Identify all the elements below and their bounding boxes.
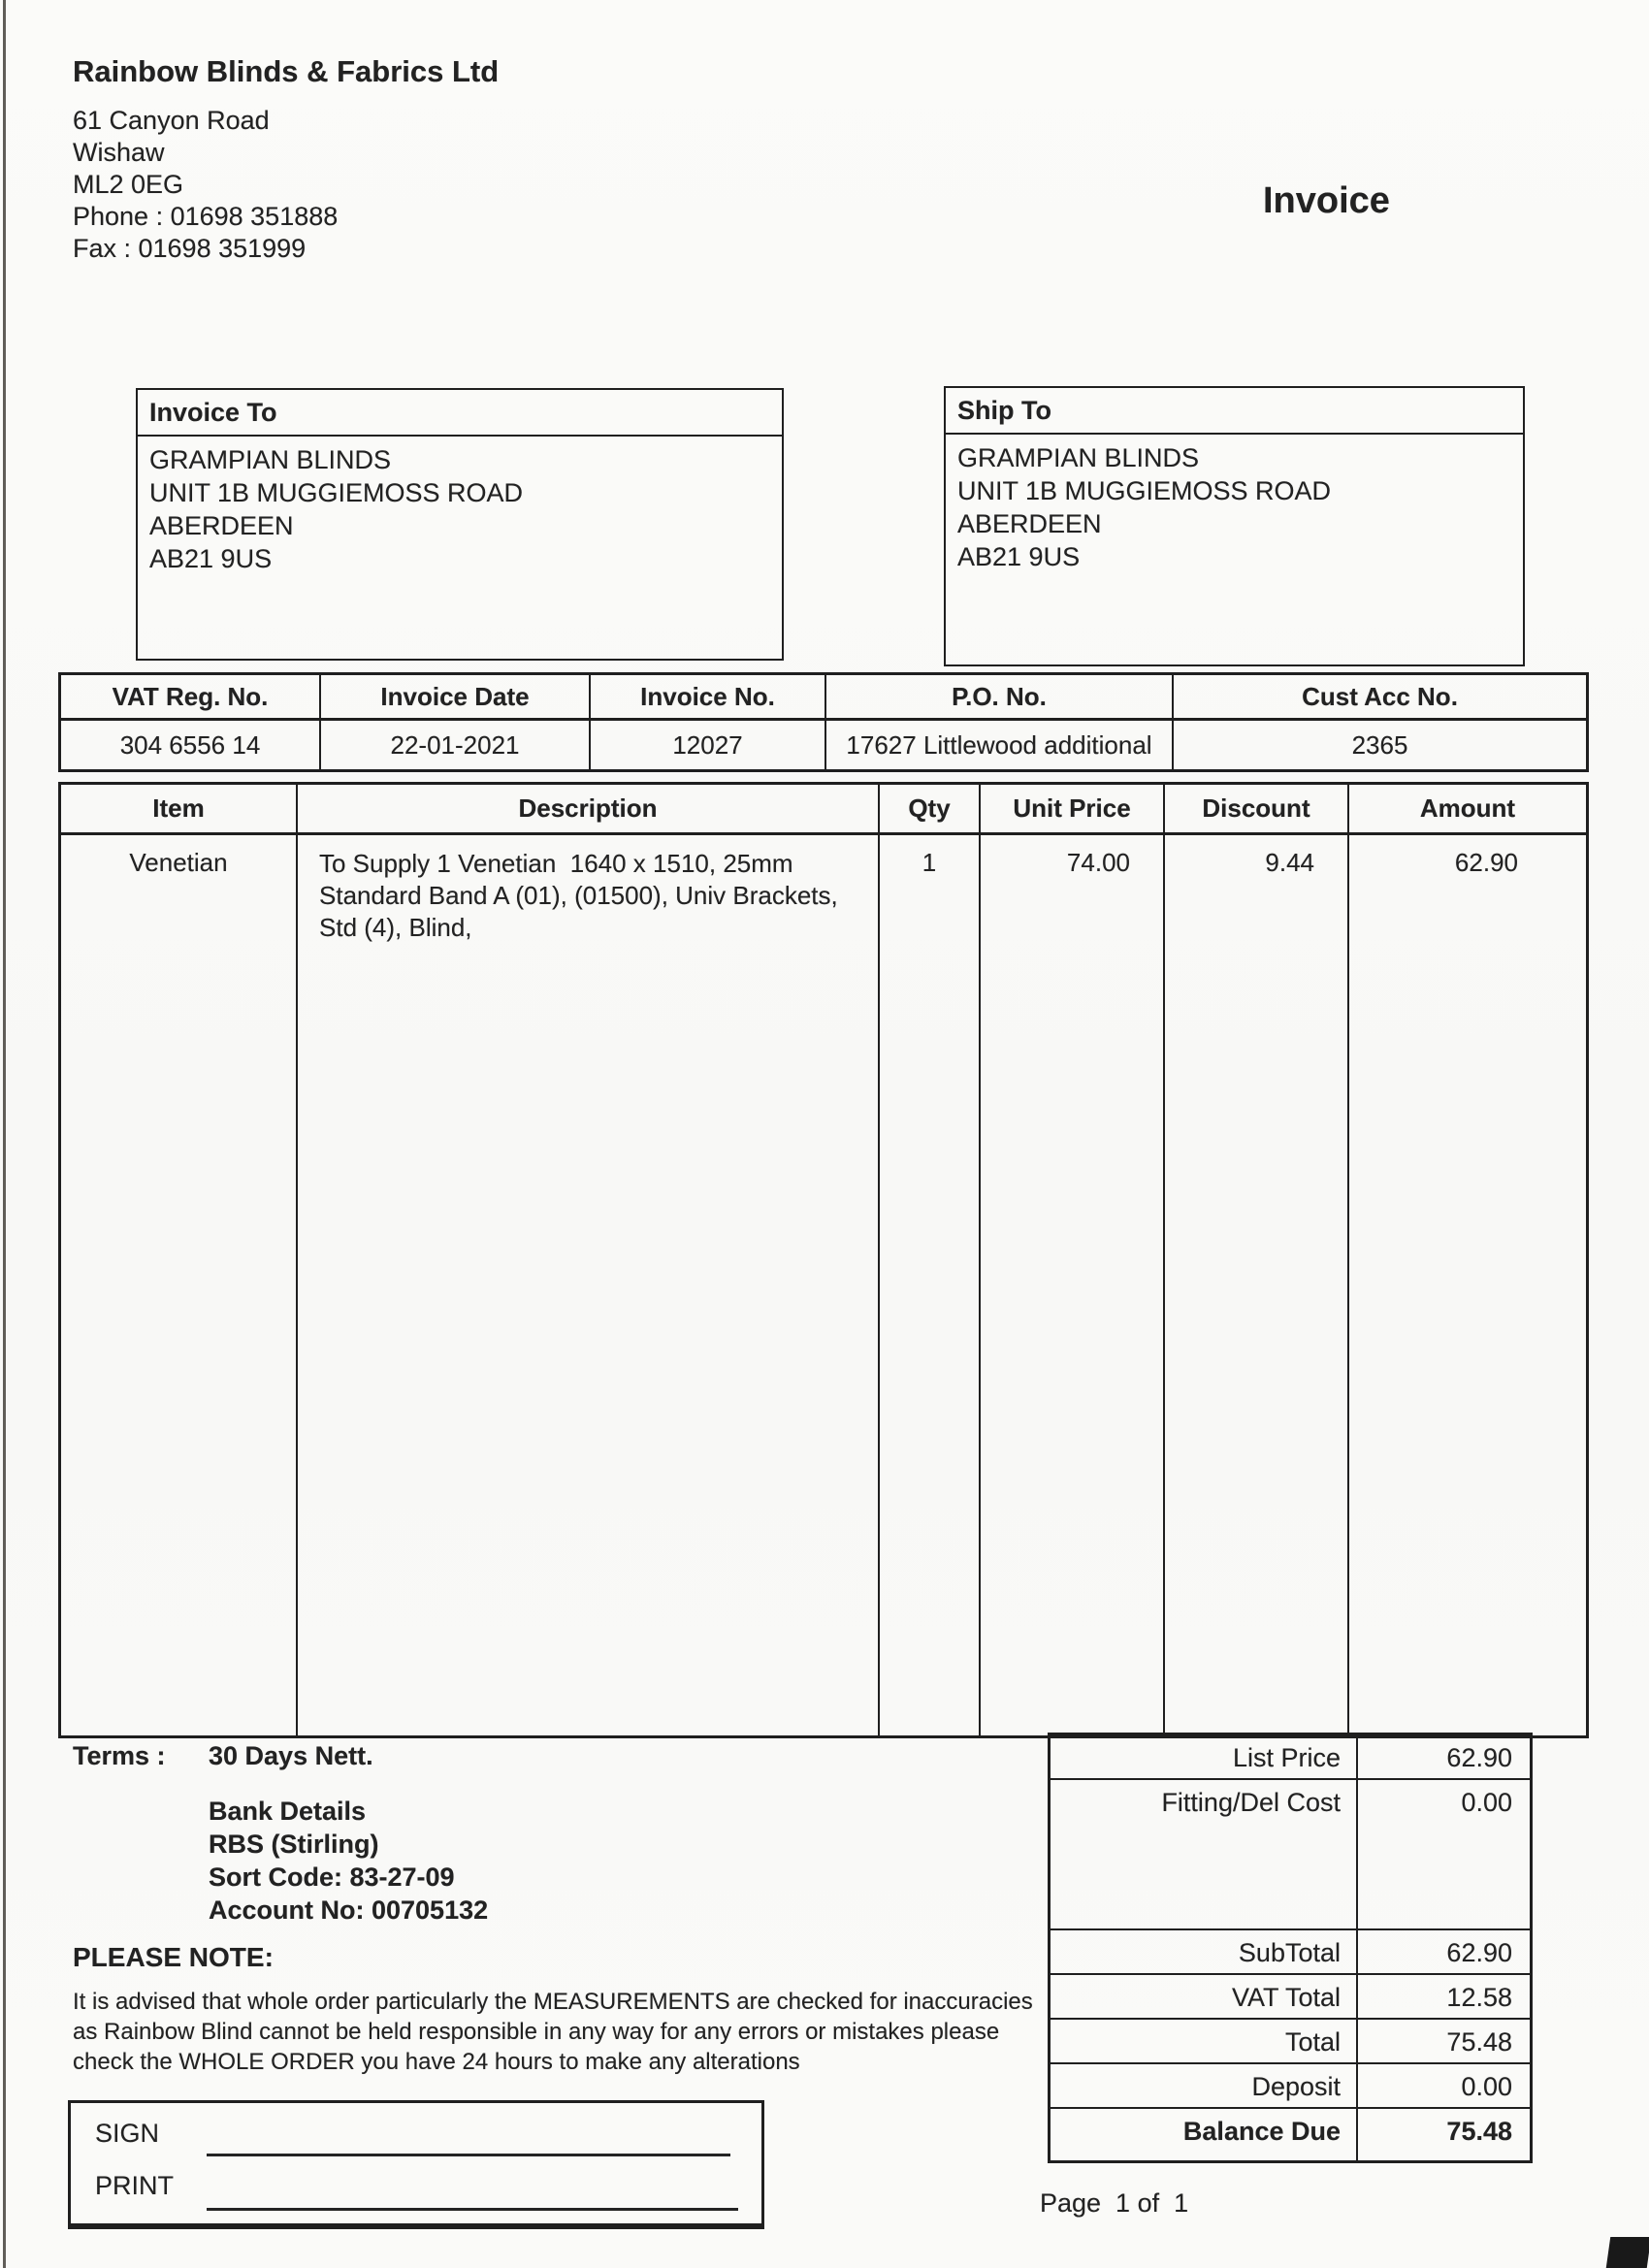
invoice-to-line: GRAMPIAN BLINDS [149, 445, 392, 474]
invoice-to-line: AB21 9US [149, 544, 273, 573]
total-value-deposit: 0.00 [1358, 2064, 1530, 2109]
company-fax: Fax : 01698 351999 [73, 234, 307, 263]
total-value-vat-total: 12.58 [1358, 1975, 1530, 2020]
item-qty-cell: 1 [880, 835, 981, 1735]
items-header-discount: Discount [1165, 785, 1349, 835]
invoice-to-box [136, 388, 784, 661]
items-header-amount: Amount [1349, 785, 1586, 835]
terms-value: 30 Days Nett. [209, 1741, 373, 1770]
company-address-line: 61 Canyon Road [73, 106, 270, 135]
total-label-fitting-del-cost: Fitting/Del Cost [1051, 1780, 1358, 1930]
item-description-line: To Supply 1 Venetian 1640 x 1510, 25mm [319, 849, 793, 878]
total-label-total: Total [1051, 2020, 1358, 2064]
bank-sort-code: Sort Code: 83-27-09 [209, 1863, 455, 1892]
meta-header-invoice-no: Invoice No. [591, 675, 826, 721]
invoice-to-address [138, 437, 782, 582]
ship-to-line: ABERDEEN [957, 509, 1102, 538]
total-label-subtotal: SubTotal [1051, 1930, 1358, 1975]
bank-details-heading: Bank Details [209, 1797, 367, 1826]
items-header-description: Description [298, 785, 880, 835]
scanner-edge-artifact [3, 0, 6, 2268]
total-value-subtotal: 62.90 [1358, 1930, 1530, 1975]
meta-value-invoice-no: 12027 [591, 721, 826, 769]
print-line [207, 2208, 738, 2211]
ship-to-line: GRAMPIAN BLINDS [957, 443, 1200, 472]
company-name: Rainbow Blinds & Fabrics Ltd [73, 54, 500, 88]
signature-box [68, 2100, 764, 2229]
meta-value-vat-reg: 304 6556 14 [61, 721, 321, 769]
ship-to-label: Ship To [946, 388, 1523, 435]
terms-label: Terms : [73, 1741, 166, 1770]
sign-label: SIGN [95, 2119, 160, 2148]
bank-account-no: Account No: 00705132 [209, 1895, 489, 1925]
totals-table [1048, 1733, 1533, 2163]
item-unit-price-cell: 74.00 [981, 835, 1165, 1735]
total-label-balance-due: Balance Due [1051, 2109, 1358, 2160]
ship-to-line: UNIT 1B MUGGIEMOSS ROAD [957, 476, 1332, 505]
company-address-line: Wishaw [73, 138, 165, 167]
company-address-line: ML2 0EG [73, 170, 184, 199]
please-note-heading: PLEASE NOTE: [73, 1942, 274, 1972]
meta-header-cust-acc: Cust Acc No. [1174, 675, 1586, 721]
company-header [73, 54, 499, 265]
item-description-line: Std (4), Blind, [319, 913, 472, 942]
total-value-total: 75.48 [1358, 2020, 1530, 2064]
invoice-to-line: ABERDEEN [149, 511, 294, 540]
total-label-deposit: Deposit [1051, 2064, 1358, 2109]
meta-header-vat-reg: VAT Reg. No. [61, 675, 321, 721]
item-name-cell: Venetian [61, 835, 298, 1735]
document-title: Invoice [1263, 180, 1390, 221]
please-note-body: It is advised that whole order particularly the MEASUREMENTS are checked for inaccuracies as Rainbow Blind cannot be held responsible in any way for any errors or mistakes please check the WHOLE ORDER you have 24 hours to make any alterations [73, 1989, 1033, 2075]
company-address [73, 105, 499, 265]
total-label-vat-total: VAT Total [1051, 1975, 1358, 2020]
item-amount-cell: 62.90 [1454, 848, 1518, 877]
total-value-list-price: 62.90 [1358, 1735, 1530, 1780]
bank-name: RBS (Stirling) [209, 1830, 379, 1859]
print-label: PRINT [95, 2171, 174, 2200]
ship-to-address [946, 435, 1523, 580]
items-header-qty: Qty [880, 785, 981, 835]
items-header-unit-price: Unit Price [981, 785, 1165, 835]
page-number: Page 1 of 1 [1040, 2188, 1189, 2218]
meta-value-invoice-date: 22-01-2021 [321, 721, 591, 769]
total-value-balance-due: 75.48 [1446, 2117, 1512, 2146]
total-value-fitting-del-cost: 0.00 [1358, 1780, 1530, 1930]
item-discount-cell: 9.44 [1165, 835, 1349, 1735]
company-phone: Phone : 01698 351888 [73, 202, 339, 231]
bank-details [209, 1795, 488, 1927]
item-description-line: Standard Band A (01), (01500), Univ Brackets, [319, 881, 838, 910]
meta-header-invoice-date: Invoice Date [321, 675, 591, 721]
item-description-cell [298, 835, 880, 1735]
ship-to-box [944, 386, 1525, 666]
meta-value-po-no: 17627 Littlewood additional [826, 721, 1174, 769]
terms-row [73, 1741, 373, 1771]
invoice-meta-table [58, 672, 1589, 772]
meta-header-po-no: P.O. No. [826, 675, 1174, 721]
items-header-item: Item [61, 785, 298, 835]
invoice-to-label: Invoice To [138, 390, 782, 437]
total-label-list-price: List Price [1051, 1735, 1358, 1780]
items-table [58, 782, 1589, 1738]
meta-value-cust-acc: 2365 [1351, 729, 1408, 760]
ship-to-line: AB21 9US [957, 542, 1081, 571]
invoice-to-line: UNIT 1B MUGGIEMOSS ROAD [149, 478, 524, 507]
sign-line [207, 2154, 730, 2156]
scanner-corner-artifact [1606, 2237, 1649, 2268]
